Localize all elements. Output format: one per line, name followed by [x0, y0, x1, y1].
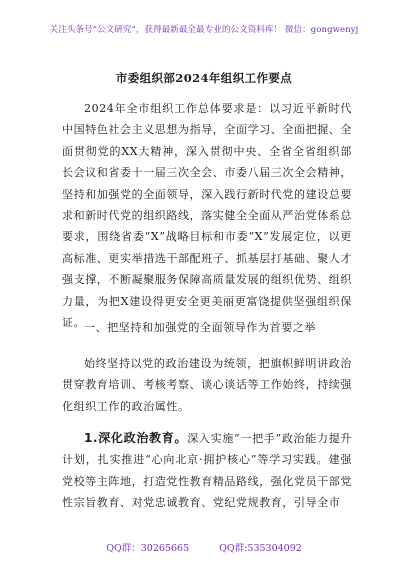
header-promo-banner: 关注头条号“公文研究”，获得最新最全最专业的公文资料库！ 微信：gongwenyj: [49, 25, 359, 35]
document-title: 市委组织部2024年组织工作要点: [115, 71, 293, 85]
item-lead-heading: 1.深化政治教育。: [84, 431, 188, 445]
item-body-text: 深入实施“一把手”政治能力提升计划，扎实推进“心向北京·拥护核心”等学习实践。建强党校等主阵地，打造党性教育精品路线，强化党员干部党性宗旨教育、对党忠诚教育、党纪党规教育，引导全市: [62, 432, 353, 510]
item-paragraph: [62, 428, 352, 514]
footer-contacts: [0, 540, 408, 554]
section-heading: 一、把坚持和加强党的全面领导作为首要之举: [84, 321, 316, 334]
footer-qq-group-1: QQ群：30265665: [106, 543, 190, 554]
section-paragraph: 始终坚持以党的政治建设为统领，把旗帜鲜明讲政治贯穿教育培训、考核考察、谈心谈话等工作始终，持续强化组织工作的政治属性。: [62, 357, 352, 413]
intro-paragraph: 2024年全市组织工作总体要求是：以习近平新时代中国特色社会主义思想为指导，全面学习、全面把握、全面贯彻党的XX大精神，深入贯彻中央、全省全省组织部长会议和省委十一届三次全会、市委八届三次全会精神，坚持和加强党的全面领导，深入践行新时代党的建设总要求和新时代党的组织路线，落实健全全面从严治党体系总要求，围绕省委“X”战略目标和市委“X”发展定位，以更高标准、更实举措选干部配班子、抓基层打基础、聚人才强支撑，不断凝聚服务保障高质量发展的组织优势、组织力量，为把X建设得更安全更美丽更富饶提供坚强组织保证。: [62, 102, 352, 330]
footer-qq-group-2: QQ群:535304092: [219, 543, 302, 554]
